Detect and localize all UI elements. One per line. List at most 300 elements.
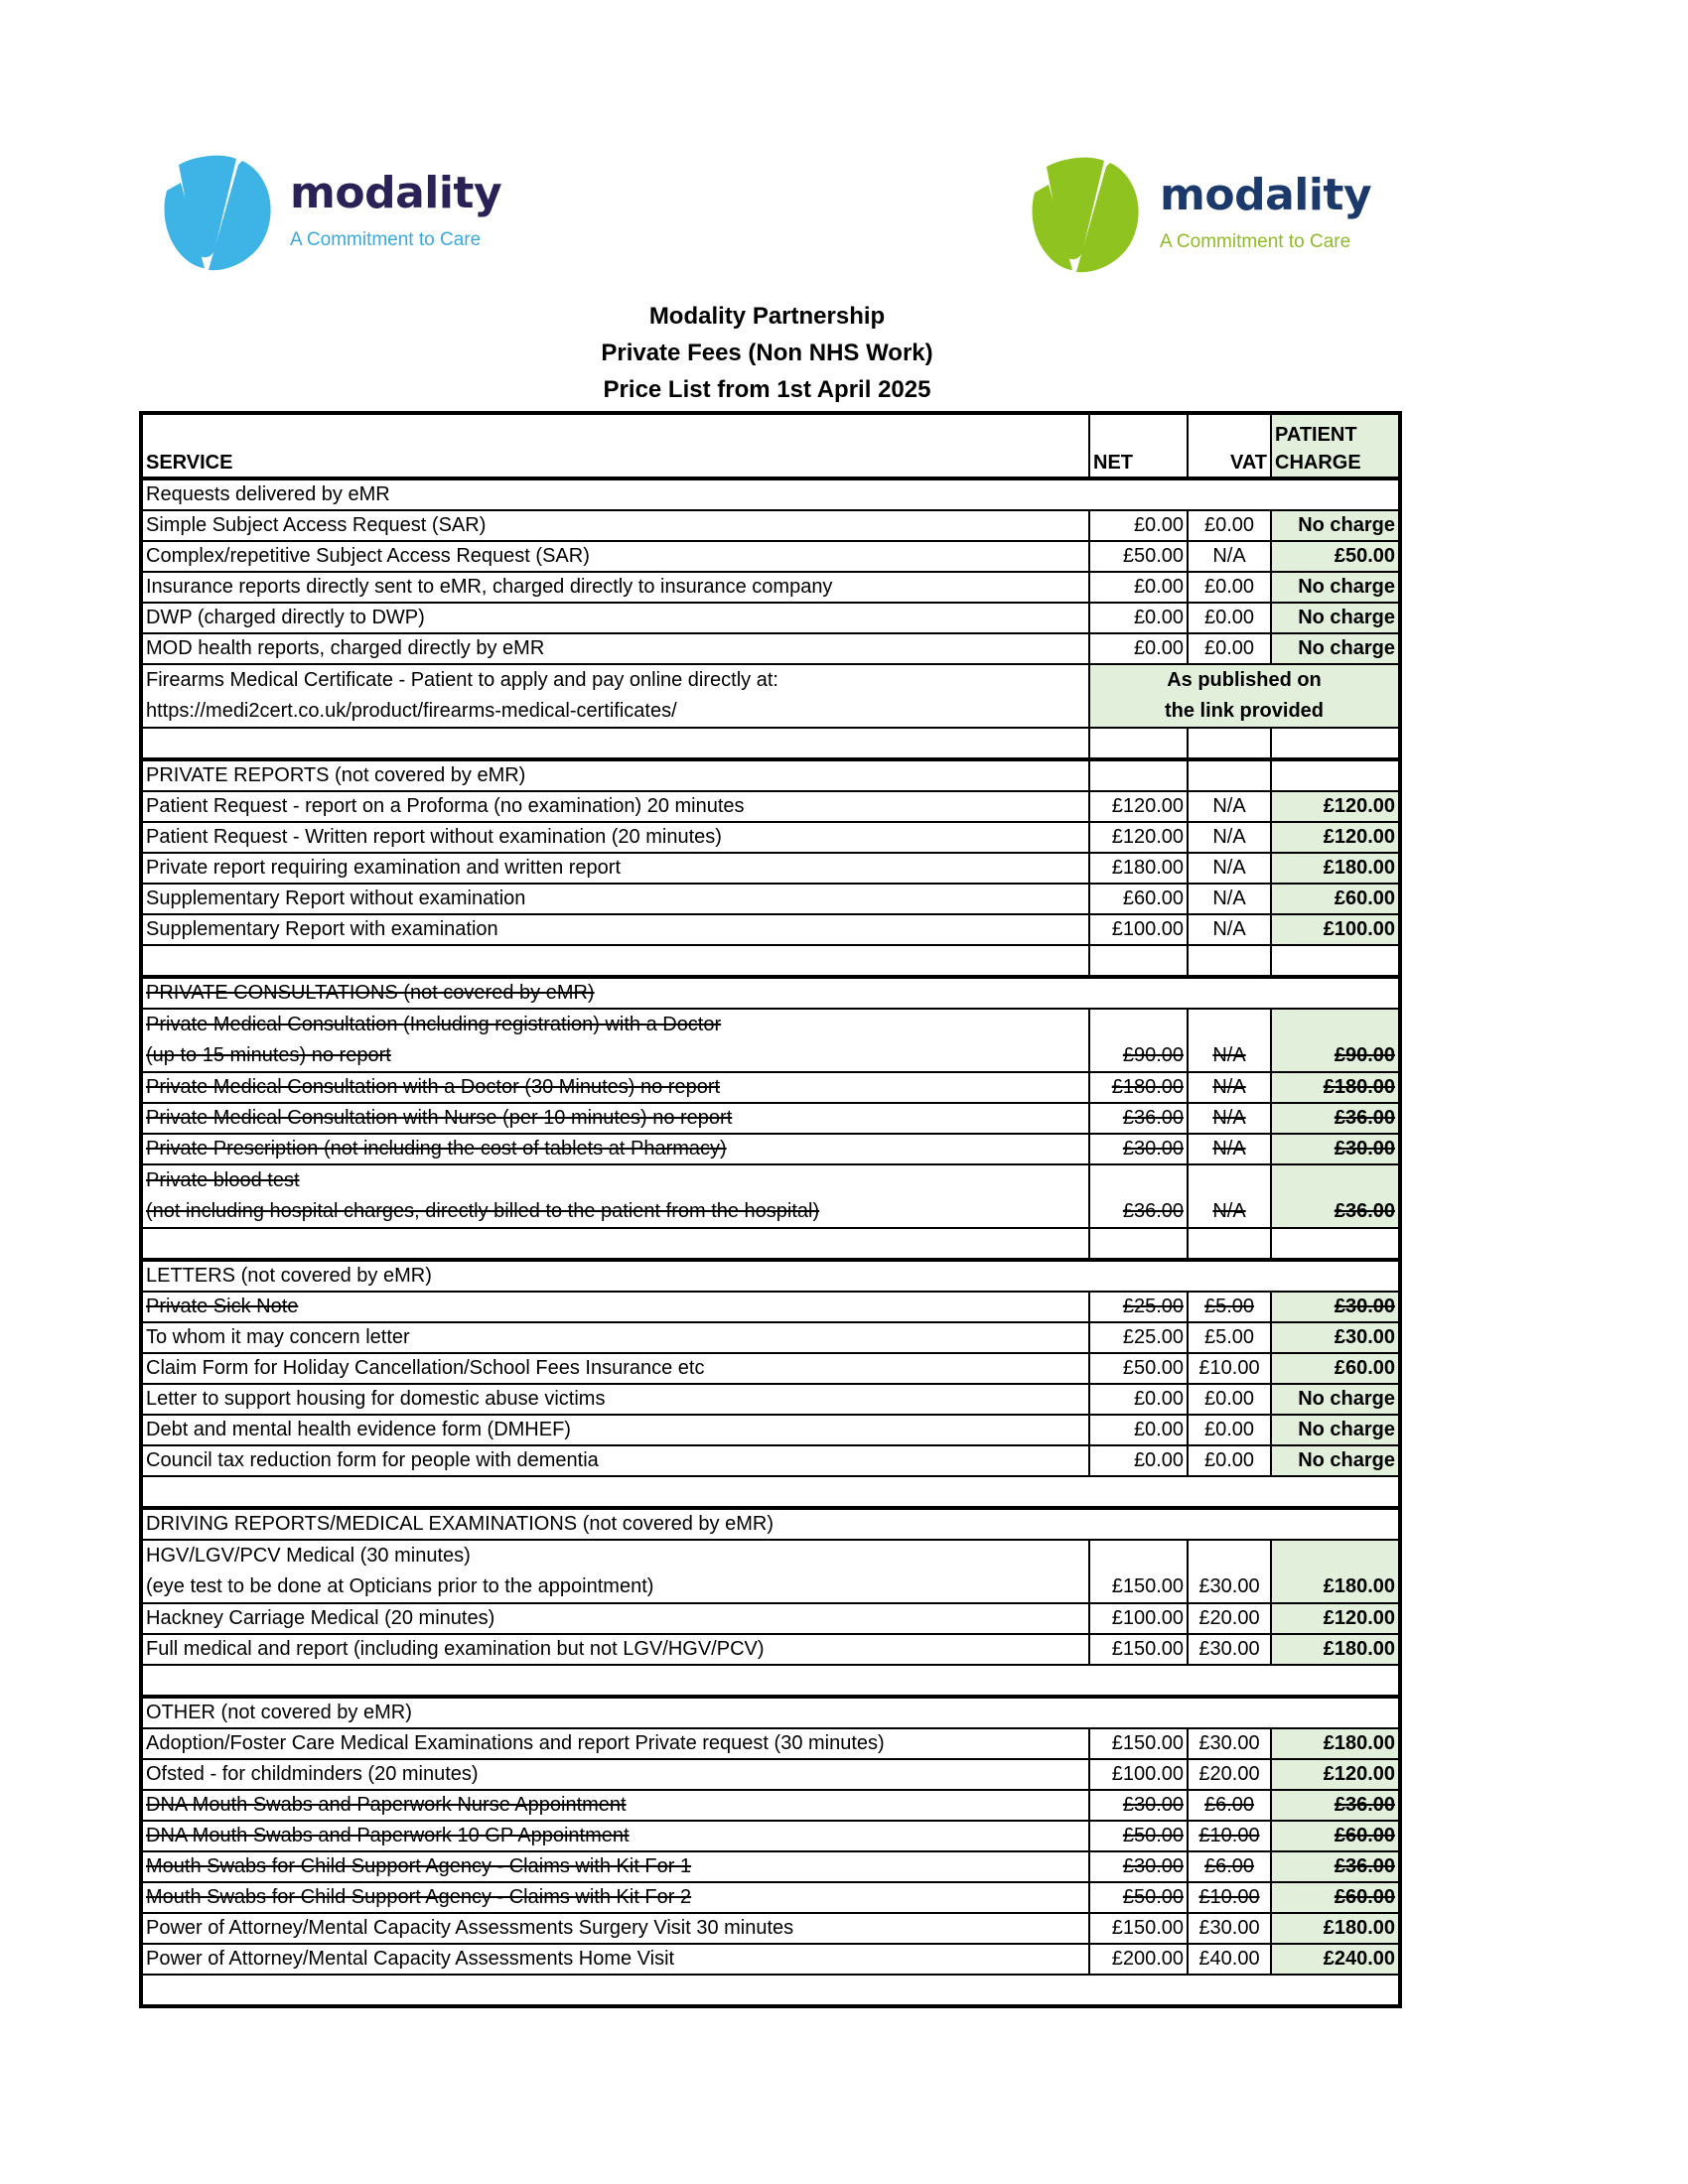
empty-cell [1188,945,1271,977]
empty-cell [1271,759,1400,791]
table-row [141,1445,1400,1476]
brand-tagline: A Commitment to Care [290,229,482,250]
vat-cell [1188,1134,1271,1164]
patient-charge-value: £180.00 [1323,1917,1395,1939]
service-cell [141,1790,1089,1821]
vat-cell [1188,1913,1271,1944]
vat-value: £20.00 [1198,1607,1260,1629]
section-header [141,1260,1400,1292]
net-value: £36.00 [1122,1200,1184,1222]
spacer-row [141,1228,1400,1260]
vat-value: N/A [1212,1107,1246,1129]
service-cell [141,541,1089,572]
table-row [141,1072,1400,1103]
vat-cell [1188,1944,1271,1975]
net-cell [1089,1913,1188,1944]
published-price-cell [1089,664,1400,728]
net-value: £0.00 [1133,576,1184,598]
service-text-line2: (up to 15 minutes) no report [146,1044,391,1066]
net-value: £36.00 [1122,1107,1184,1129]
service-cell [141,1603,1089,1634]
table-row [141,603,1400,633]
patient-charge-cell [1271,1728,1400,1759]
table-row [141,1913,1400,1944]
service-text: Ofsted - for childminders (20 minutes) [146,1763,479,1785]
spacer-row [141,1476,1400,1508]
net-value: £0.00 [1133,607,1184,628]
vat-value: £5.00 [1203,1296,1255,1317]
table-row [141,510,1400,541]
patient-charge-cell [1271,1445,1400,1476]
patient-charge-cell [1271,1072,1400,1103]
empty-cell [1271,945,1400,977]
section-header [141,759,1400,791]
vat-cell [1188,572,1271,603]
patient-charge-value: No charge [1298,1388,1395,1410]
patient-charge-value: £120.00 [1323,826,1395,848]
section-title [141,1697,1400,1728]
service-text: Claim Form for Holiday Cancellation/School Fees Insurance etc [146,1357,705,1379]
section-title [141,759,1089,791]
table-row [141,1821,1400,1851]
section-header [141,1697,1400,1728]
service-cell [141,572,1089,603]
col-net-header: NET [1089,413,1188,478]
service-cell [141,914,1089,945]
service-text: Hackney Carriage Medical (20 minutes) [146,1607,495,1629]
patient-charge-cell [1271,853,1400,884]
net-cell [1089,510,1188,541]
empty-cell [1271,1228,1400,1260]
net-cell [1089,1944,1188,1975]
section-title-text: PRIVATE CONSULTATIONS (not covered by eMR) [146,982,595,1004]
patient-charge-value: £36.00 [1334,1107,1395,1129]
table-row [141,1759,1400,1790]
section-title-text: Requests delivered by eMR [146,483,390,505]
patient-charge-value: No charge [1298,514,1395,536]
patient-charge-value: £30.00 [1334,1326,1395,1348]
net-value: £0.00 [1133,1449,1184,1471]
net-value: £180.00 [1111,1076,1184,1098]
service-text: Mouth Swabs for Child Support Agency - Claims with Kit For 2 [146,1886,692,1908]
patient-charge-cell [1271,1882,1400,1913]
vat-value: N/A [1212,826,1246,848]
vat-cell [1188,1603,1271,1634]
vat-cell [1188,1353,1271,1384]
patient-charge-value: £60.00 [1334,1886,1395,1908]
patient-charge-value: £120.00 [1323,1763,1395,1785]
service-text: Supplementary Report with examination [146,918,498,940]
vat-value: £0.00 [1203,607,1255,628]
patient-charge-cell [1271,1164,1400,1228]
net-cell [1089,603,1188,633]
service-text-line1: Firearms Medical Certificate - Patient to apply and pay online directly at: [146,669,778,691]
vat-value: £6.00 [1203,1855,1255,1877]
table-row [141,791,1400,822]
patient-charge-value: £36.00 [1334,1200,1395,1222]
vat-value: N/A [1212,795,1246,817]
service-text: Debt and mental health evidence form (DMHEF) [146,1419,571,1440]
vat-value: N/A [1212,918,1246,940]
patient-charge-value: £180.00 [1323,1638,1395,1660]
table-row [141,1728,1400,1759]
net-value: £0.00 [1133,1419,1184,1440]
table-row [141,1415,1400,1445]
service-text: Complex/repetitive Subject Access Request (SAR) [146,545,590,567]
vat-cell [1188,510,1271,541]
table-row [141,1384,1400,1415]
page-subtitle: Private Fees (Non NHS Work) [601,340,933,366]
section-title [141,1508,1400,1540]
empty-cell [141,1975,1400,2006]
net-cell [1089,633,1188,664]
net-cell [1089,1322,1188,1353]
patient-charge-value: £36.00 [1334,1794,1395,1816]
vat-value: £0.00 [1203,514,1255,536]
vat-value: £20.00 [1198,1763,1260,1785]
net-cell [1089,1292,1188,1322]
vat-value: £10.00 [1198,1357,1260,1379]
vat-cell [1188,1759,1271,1790]
patient-charge-cell [1271,1790,1400,1821]
service-cell [141,1851,1089,1882]
section-title [141,977,1400,1009]
net-cell [1089,1384,1188,1415]
net-cell [1089,1540,1188,1603]
col-vat-header: VAT [1188,413,1271,478]
patient-charge-header-line1: PATIENT [1275,424,1357,446]
patient-charge-value: £240.00 [1323,1948,1395,1970]
service-cell [141,1384,1089,1415]
vat-value: N/A [1212,857,1246,879]
patient-charge-value: No charge [1298,637,1395,659]
vat-cell [1188,791,1271,822]
service-cell [141,1913,1089,1944]
patient-charge-cell [1271,822,1400,853]
service-text: Private report requiring examination and written report [146,857,622,879]
vat-cell [1188,541,1271,572]
net-value: £30.00 [1122,1855,1184,1877]
service-text: Power of Attorney/Mental Capacity Assessments Surgery Visit 30 minutes [146,1917,794,1939]
section-title-text: PRIVATE REPORTS (not covered by eMR) [146,764,526,786]
patient-charge-value: No charge [1298,576,1395,598]
section-header [141,1508,1400,1540]
service-cell [141,633,1089,664]
spacer-row [141,1975,1400,2006]
service-cell [141,1944,1089,1975]
vat-cell [1188,853,1271,884]
table-header [141,413,1400,478]
section-header [141,478,1400,510]
table-row [141,1540,1400,1603]
vat-cell [1188,1103,1271,1134]
service-text: Letter to support housing for domestic abuse victims [146,1388,606,1410]
service-text: To whom it may concern letter [146,1326,410,1348]
table-row [141,853,1400,884]
patient-charge-cell [1271,1384,1400,1415]
vat-cell [1188,603,1271,633]
col-patient-charge-header [1271,413,1400,478]
patient-charge-value: £60.00 [1334,887,1395,909]
vat-value: £0.00 [1203,1419,1255,1440]
empty-cell [1089,945,1188,977]
firearms-link[interactable]: https://medi2cert.co.uk/product/firearms-medical-certificates/ [146,700,677,722]
vat-value: N/A [1212,1044,1246,1066]
section-title-text: DRIVING REPORTS/MEDICAL EXAMINATIONS (not covered by eMR) [146,1513,774,1535]
service-text: MOD health reports, charged directly by eMR [146,637,545,659]
table-row [141,633,1400,664]
empty-cell [141,945,1089,977]
empty-cell [1188,728,1271,759]
patient-charge-cell [1271,1851,1400,1882]
section-title [141,1260,1400,1292]
net-cell [1089,1728,1188,1759]
vat-cell [1188,1322,1271,1353]
net-cell [1089,1445,1188,1476]
patient-charge-cell [1271,1540,1400,1603]
service-text: Supplementary Report without examination [146,887,526,909]
empty-cell [141,1476,1400,1508]
patient-charge-value: £100.00 [1323,918,1395,940]
patient-charge-cell [1271,572,1400,603]
vat-value: £30.00 [1198,1732,1260,1754]
service-text-line1: Private blood test [146,1169,300,1191]
net-cell [1089,884,1188,914]
table-row [141,1634,1400,1665]
brand-name: modality [290,168,502,218]
service-text: Private Sick Note [146,1296,299,1317]
vat-cell [1188,822,1271,853]
patient-charge-cell [1271,1759,1400,1790]
service-cell [141,1072,1089,1103]
service-cell [141,1164,1089,1228]
patient-charge-value: £30.00 [1334,1296,1395,1317]
empty-cell [141,1665,1400,1697]
section-header [141,977,1400,1009]
vat-cell [1188,1821,1271,1851]
vat-value: N/A [1212,545,1246,567]
modality-logo-blue [157,151,501,272]
service-cell [141,1415,1089,1445]
vat-cell [1188,633,1271,664]
table-row [141,914,1400,945]
patient-charge-cell [1271,1944,1400,1975]
service-cell [141,1759,1089,1790]
vat-value: N/A [1212,887,1246,909]
patient-charge-cell [1271,633,1400,664]
vat-value: N/A [1212,1076,1246,1098]
net-cell [1089,791,1188,822]
net-value: £0.00 [1133,514,1184,536]
table-row [141,1164,1400,1228]
service-text: Council tax reduction form for people with dementia [146,1449,599,1471]
net-value: £150.00 [1111,1732,1184,1754]
service-cell [141,1322,1089,1353]
modality-mark-icon [1023,153,1146,274]
vat-cell [1188,1009,1271,1072]
net-cell [1089,853,1188,884]
vat-value: £6.00 [1203,1794,1255,1816]
service-cell [141,1292,1089,1322]
service-cell [141,1134,1089,1164]
spacer-row [141,728,1400,759]
vat-cell [1188,1634,1271,1665]
spacer-row [141,945,1400,977]
net-cell [1089,1821,1188,1851]
net-cell [1089,1134,1188,1164]
service-cell [141,1103,1089,1134]
service-cell [141,884,1089,914]
vat-value: £0.00 [1203,637,1255,659]
net-value: £180.00 [1111,857,1184,879]
net-cell [1089,1009,1188,1072]
table-row [141,1322,1400,1353]
vat-cell [1188,1292,1271,1322]
net-value: £0.00 [1133,1388,1184,1410]
patient-charge-cell [1271,1103,1400,1134]
net-cell [1089,1353,1188,1384]
service-text: Private Prescription (not including the cost of tablets at Pharmacy) [146,1138,727,1160]
service-text: DNA Mouth Swabs and Paperwork 10 GP Appointment [146,1825,630,1846]
service-cell [141,664,1089,728]
section-title-text: OTHER (not covered by eMR) [146,1702,412,1723]
service-text: Full medical and report (including examination but not LGV/HGV/PCV) [146,1638,765,1660]
document-title-block [0,298,1534,408]
brand-tagline: A Commitment to Care [1160,231,1351,252]
table-row [141,541,1400,572]
vat-cell [1188,884,1271,914]
patient-charge-cell [1271,914,1400,945]
vat-value: N/A [1212,1200,1246,1222]
service-text: Adoption/Foster Care Medical Examinations and report Private request (30 minutes) [146,1732,885,1754]
vat-value: £30.00 [1198,1917,1260,1939]
vat-value: £0.00 [1203,1388,1255,1410]
vat-value: £40.00 [1198,1948,1260,1970]
vat-value: £0.00 [1203,1449,1255,1471]
empty-cell [1089,1228,1188,1260]
service-cell [141,1728,1089,1759]
net-cell [1089,1759,1188,1790]
col-service-header: SERVICE [141,413,1089,478]
vat-value: £5.00 [1203,1326,1255,1348]
page-title: Modality Partnership [648,303,886,330]
net-cell [1089,822,1188,853]
service-cell [141,853,1089,884]
vat-value: £10.00 [1198,1886,1260,1908]
patient-charge-cell [1271,541,1400,572]
net-value: £30.00 [1122,1794,1184,1816]
patient-charge-cell [1271,884,1400,914]
net-cell [1089,1072,1188,1103]
table-row [141,1882,1400,1913]
patient-charge-cell [1271,1415,1400,1445]
vat-value: £30.00 [1198,1575,1260,1597]
patient-charge-cell [1271,1603,1400,1634]
patient-charge-value: £60.00 [1334,1357,1395,1379]
table-row [141,1603,1400,1634]
net-value: £90.00 [1122,1044,1184,1066]
patient-charge-value: No charge [1298,607,1395,628]
service-text: Patient Request - Written report without examination (20 minutes) [146,826,722,848]
service-text: DNA Mouth Swabs and Paperwork Nurse Appointment [146,1794,627,1816]
service-cell [141,1882,1089,1913]
net-value: £30.00 [1122,1138,1184,1160]
empty-cell [1188,1228,1271,1260]
service-cell [141,1634,1089,1665]
net-cell [1089,1415,1188,1445]
published-price-line2: the link provided [1164,700,1325,722]
service-text: Simple Subject Access Request (SAR) [146,514,487,536]
net-value: £25.00 [1122,1296,1184,1317]
modality-mark-icon [157,151,276,272]
patient-charge-value: £120.00 [1323,1607,1395,1629]
table-row [141,1790,1400,1821]
table-row [141,1944,1400,1975]
table-row-firearms [141,664,1400,728]
net-value: £150.00 [1111,1917,1184,1939]
service-text: Mouth Swabs for Child Support Agency - Claims with Kit For 1 [146,1855,692,1877]
vat-cell [1188,1728,1271,1759]
empty-cell [141,728,1089,759]
vat-cell [1188,1882,1271,1913]
empty-cell [1271,728,1400,759]
patient-charge-value: £50.00 [1334,545,1395,567]
patient-charge-cell [1271,1292,1400,1322]
net-cell [1089,1851,1188,1882]
table-row [141,1134,1400,1164]
vat-value: £10.00 [1198,1825,1260,1846]
vat-cell [1188,1445,1271,1476]
net-value: £0.00 [1133,637,1184,659]
vat-cell [1188,1790,1271,1821]
price-list-date: Price List from 1st April 2025 [603,376,931,403]
table-row [141,1851,1400,1882]
vat-value: N/A [1212,1138,1246,1160]
table-row [141,1103,1400,1134]
patient-charge-cell [1271,603,1400,633]
patient-charge-value: £180.00 [1323,1732,1395,1754]
service-cell [141,822,1089,853]
patient-charge-value: £60.00 [1334,1825,1395,1846]
vat-cell [1188,1384,1271,1415]
published-price-line1: As published on [1167,669,1322,691]
vat-cell [1188,1540,1271,1603]
net-value: £100.00 [1111,1607,1184,1629]
net-value: £200.00 [1111,1948,1184,1970]
table-row [141,1009,1400,1072]
service-text: Power of Attorney/Mental Capacity Assessments Home Visit [146,1948,675,1970]
net-value: £120.00 [1111,826,1184,848]
service-cell [141,1821,1089,1851]
service-cell [141,1009,1089,1072]
fees-table [139,411,1402,2008]
table-row [141,822,1400,853]
vat-cell [1188,914,1271,945]
patient-charge-value: £30.00 [1334,1138,1395,1160]
net-value: £50.00 [1122,545,1184,567]
net-value: £150.00 [1111,1575,1184,1597]
patient-charge-cell [1271,1322,1400,1353]
net-value: £50.00 [1122,1357,1184,1379]
service-text: Private Medical Consultation with a Doctor (30 Minutes) no report [146,1076,721,1098]
empty-cell [1089,759,1188,791]
patient-charge-cell [1271,1353,1400,1384]
section-title-text: LETTERS (not covered by eMR) [146,1265,432,1287]
patient-charge-cell [1271,510,1400,541]
service-cell [141,603,1089,633]
service-text: DWP (charged directly to DWP) [146,607,425,628]
net-value: £100.00 [1111,1763,1184,1785]
